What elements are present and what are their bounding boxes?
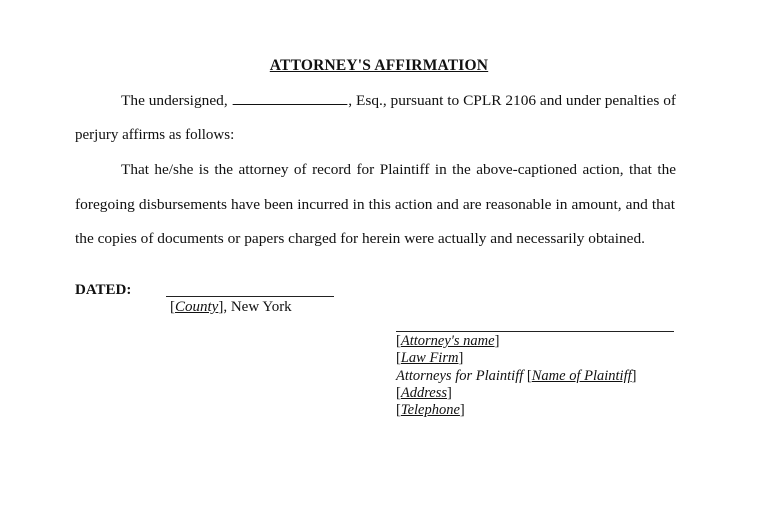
- paragraph-2-line-2: foregoing disbursements have been incurred in this action and are reasonable in amount, and that: [75, 197, 675, 213]
- paragraph-1-line-2: perjury affirms as follows:: [75, 127, 235, 143]
- paragraph-1-line-1: [121, 92, 676, 110]
- bracket-open: [: [526, 367, 532, 384]
- attorneys-for-text: Attorneys for Plaintiff: [396, 367, 524, 384]
- pursuant-text: , Esq., pursuant to CPLR 2106 and under penalties of: [348, 93, 676, 109]
- dated-label: DATED:: [75, 282, 132, 298]
- bracket-open: [: [170, 299, 175, 315]
- state-text: , New York: [223, 299, 292, 315]
- bracket-close: ]: [494, 333, 500, 349]
- attorney-name-line: [396, 333, 636, 350]
- paragraph-2-line-3: the copies of documents or papers charged for herein were actually and necessarily obtained.: [75, 231, 645, 247]
- bracket-close: ]: [458, 350, 464, 367]
- bracket-close: ]: [218, 299, 224, 315]
- law-firm-placeholder: Law Firm: [400, 350, 459, 367]
- address-placeholder: Address: [400, 384, 448, 401]
- bracket-open: [: [396, 402, 401, 419]
- attorneys-for-line: [396, 368, 636, 385]
- county-location: [170, 299, 292, 316]
- bracket-open: [: [396, 350, 401, 367]
- paragraph-2-line-1: That he/she is the attorney of record for Plaintiff in the above-captioned action, that the: [121, 162, 676, 178]
- county-placeholder: County: [175, 299, 219, 315]
- attorney-name-placeholder: Attorney's name: [400, 333, 495, 349]
- document-title: ATTORNEY'S AFFIRMATION: [269, 57, 489, 74]
- telephone-placeholder: Telephone: [400, 402, 460, 419]
- bracket-open: [: [396, 384, 401, 401]
- bracket-close: ]: [447, 384, 452, 401]
- attorney-name-blank: [233, 92, 348, 105]
- address-line: [396, 385, 636, 402]
- signature-block: [396, 333, 636, 419]
- undersigned-label: The undersigned,: [121, 93, 228, 109]
- bracket-close: ]: [459, 402, 465, 419]
- telephone-line: [396, 402, 636, 419]
- bracket-open: [: [396, 333, 401, 349]
- attorney-signature-line: [396, 331, 674, 332]
- plaintiff-name-placeholder: Name of Plaintiff: [531, 367, 632, 384]
- bracket-close: ]: [631, 367, 637, 384]
- date-signature-line: [166, 296, 334, 297]
- law-firm-line: [396, 350, 636, 367]
